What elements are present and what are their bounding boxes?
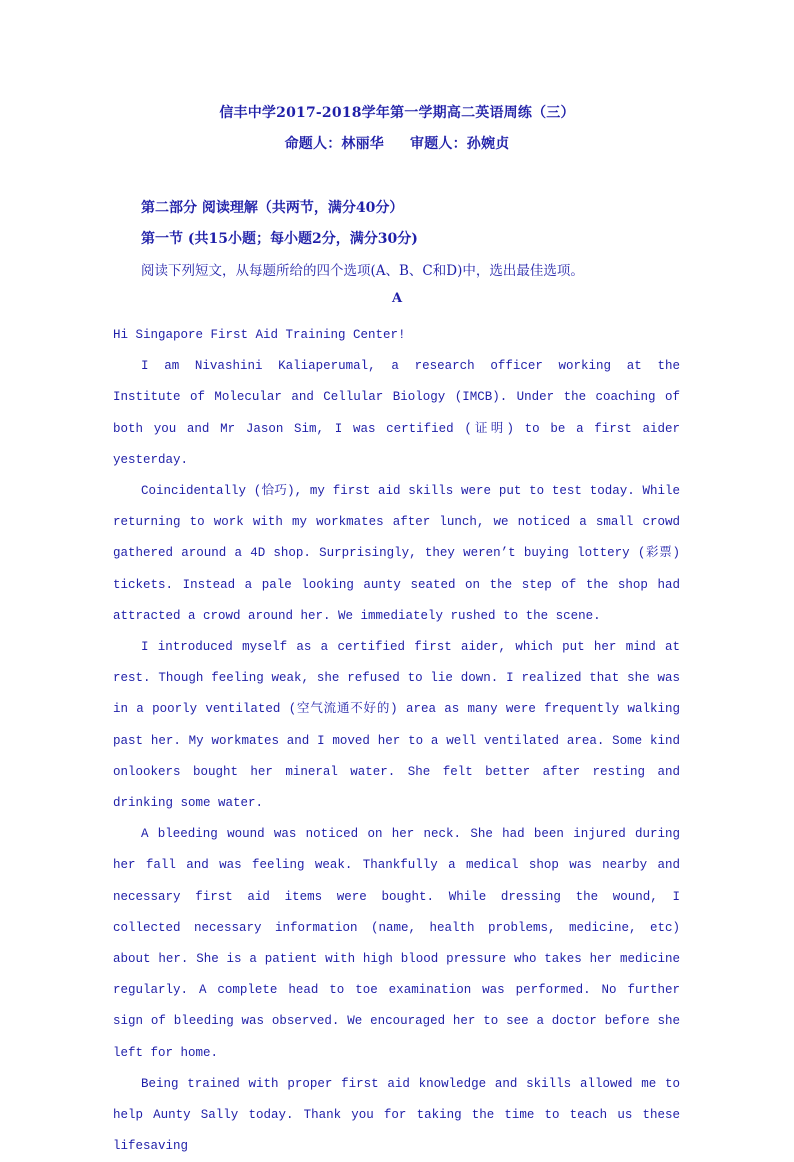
- passage-paragraph: I am Nivashini Kaliaperumal, a research officer working at the Institute of Molecular and Cellular Biology (IMCB). Under the coaching of both you and Mr Jason Sim, I was certified (证明) to be a first aider yesterday.: [113, 359, 680, 467]
- instruction-text: 阅读下列短文，从每题所给的四个选项(A、B、C和D)中，选出最佳选项。: [141, 263, 584, 279]
- passage-body: [113, 320, 680, 1162]
- document-credits: [0, 133, 794, 153]
- passage-label: A: [391, 291, 403, 306]
- section-heading: 第一节 (共15小题；每小题2分，满分30分): [141, 231, 418, 247]
- passage-paragraph: I introduced myself as a certified first aider, which put her mind at rest. Though feeling weak, she refused to lie down. I realized that she was in a poorly ventilated (空气流通不好的) area as many were frequently walking past her. My workmates and I moved her to a well ventilated area. Some kind onlookers bought her mineral water. She felt better after resting and drinking some water.: [113, 640, 680, 811]
- part-heading: 第二部分 阅读理解（共两节，满分40分）: [141, 200, 404, 216]
- passage-paragraph: A bleeding wound was noticed on her neck. She had been injured during her fall and was feeling weak. Thankfully a medical shop was nearby and necessary first aid items were bought. While dressing the wound, I collected necessary information (name, health problems, medicine, etc) about her. She is a patient with high blood pressure who takes her medicine regularly. A complete head to toe examination was performed. No further sign of bleeding was observed. We encouraged her to see a doctor before she left for home.: [113, 827, 680, 1060]
- reviewer-label: 审题人：孙婉贞: [410, 136, 510, 152]
- passage-greeting: Hi Singapore First Aid Training Center!: [113, 328, 406, 342]
- author-label: 命题人：林丽华: [284, 136, 384, 152]
- passage-paragraph: Coincidentally (恰巧), my first aid skills were put to test today. While returning to work with my workmates after lunch, we noticed a small crowd gathered around a 4D shop. Surprisingly, they weren’t buying lottery (彩票) tickets. Instead a pale looking aunty seated on the step of the shop had attracted a crowd around her. We immediately rushed to the scene.: [113, 484, 680, 623]
- document-title: 信丰中学2017-2018学年第一学期高二英语周练（三）: [219, 105, 575, 121]
- passage-paragraph: Being trained with proper first aid knowledge and skills allowed me to help Aunty Sally today. Thank you for taking the time to teach us these lifesaving: [113, 1076, 680, 1154]
